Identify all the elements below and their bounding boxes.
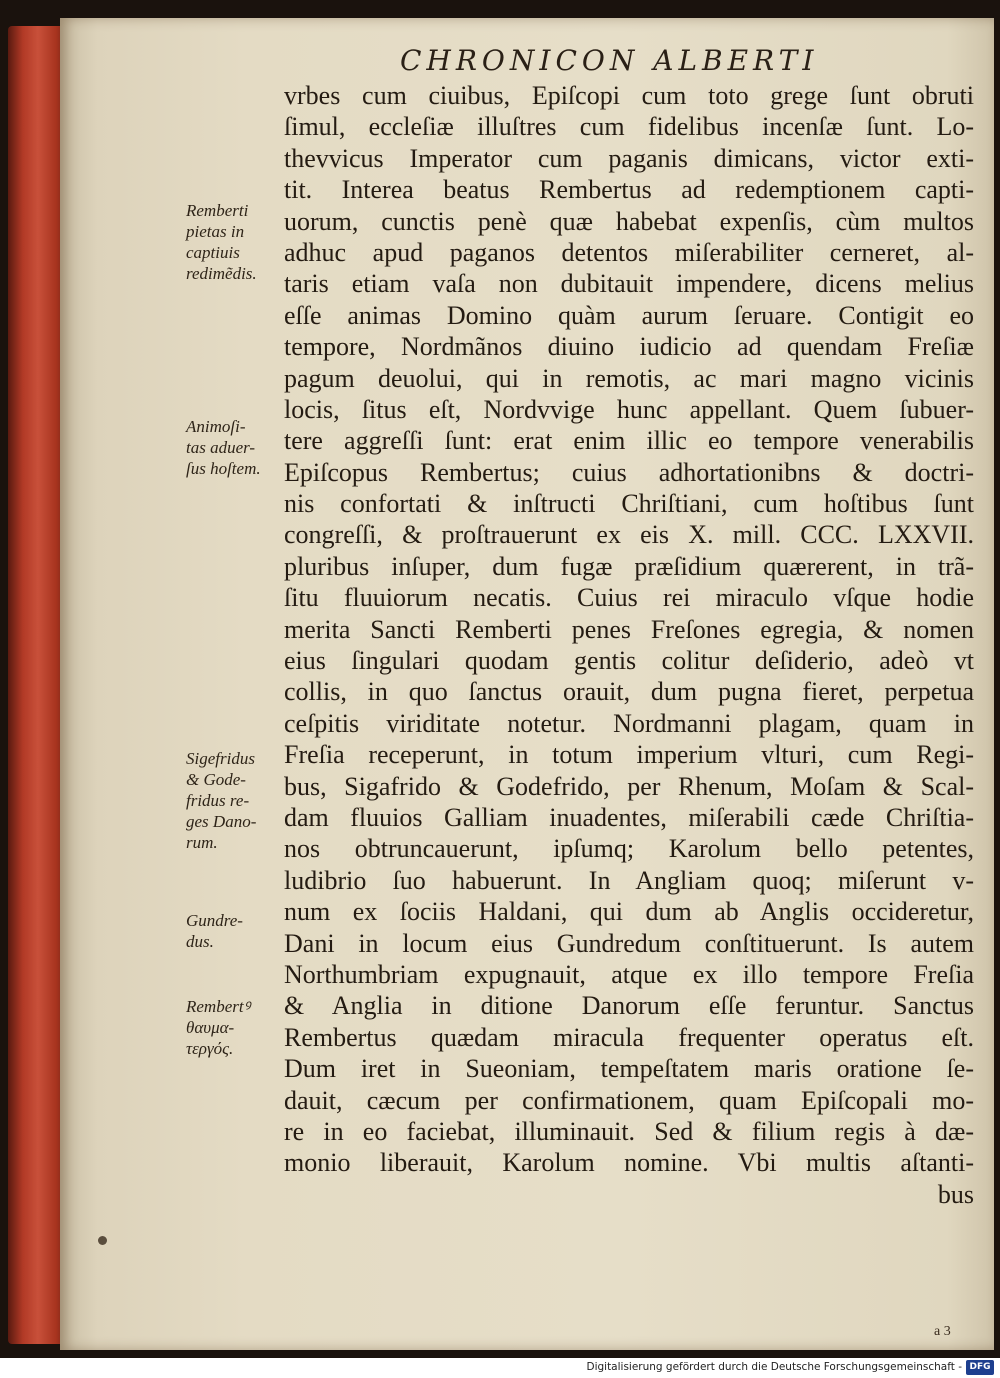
text-line: pluribus inſuper, dum fugæ præſidium quærerent, in trã- (284, 551, 974, 581)
margin-note-line: ges Dano- (186, 812, 257, 831)
text-line: dauit, cæcum per confirmationem, quam Epiſcopali mo- (284, 1085, 974, 1115)
text-line: merita Sancti Remberti penes Freſones egregia, & nomen (284, 614, 974, 644)
text-line: uorum, cunctis penè quæ habebat expenſis, cùm multos (284, 206, 974, 236)
text-line: locis, ſitus eſt, Nordvvige hunc appellant. Quem ſubuer- (284, 394, 974, 424)
text-line: ſimul, eccleſiæ illuſtres cum fidelibus incenſæ ſunt. Lo- (284, 112, 974, 142)
text-line: tempore, Nordmãnos diuino iudicio ad quendam Freſiæ (284, 332, 974, 362)
text-line: & Anglia in ditione Danorum eſſe feruntur. Sanctus (284, 991, 974, 1021)
margin-note-line: Remberti (186, 201, 249, 220)
margin-note-line: redimẽdis. (186, 264, 257, 283)
text-line: pagum deuolui, qui in remotis, ac mari magno vicinis (284, 363, 974, 393)
text-line: taris etiam vaſa non dubitauit impendere, dicens melius (284, 269, 974, 299)
text-line: thevvicus Imperator cum paganis dimicans, victor exti- (284, 143, 974, 173)
ink-fleck (98, 1236, 107, 1245)
margin-note-line: Animoſi- (186, 417, 246, 436)
text-line: re in eo faciebat, illuminauit. Sed & filium regis à dæ- (284, 1116, 974, 1146)
margin-note-line: τεργός. (186, 1039, 234, 1058)
signature-mark: a 3 (934, 1324, 951, 1339)
text-line: tere aggreſſi ſunt: erat enim illic eo tempore venerabilis (284, 426, 974, 456)
margin-note-line: & Gode- (186, 770, 246, 789)
margin-note-line: ſus hoſtem. (186, 459, 261, 478)
margin-note-animositas (186, 416, 296, 479)
text-line: Dani in locum eius Gundredum conſtituerunt. Is autem (284, 928, 974, 958)
margin-note-rembertus-thaumaturgos (186, 996, 296, 1059)
text-line: Dum iret in Sueoniam, tempeſtatem maris oratione ſe- (284, 1054, 974, 1084)
margin-note-line: Rembertꝰ (186, 997, 251, 1016)
margin-note-line: θαυμα- (186, 1018, 235, 1037)
text-line: congreſſi, & proſtrauerunt ex eis X. mill. CCC. LXXVII. (284, 520, 974, 550)
text-line: Northumbriam expugnauit, atque ex illo tempore Freſia (284, 959, 974, 989)
text-line: num ex ſociis Haldani, qui dum ab Anglis occideretur, (284, 897, 974, 927)
margin-note-line: fridus re- (186, 791, 250, 810)
text-line: nos obtruncauerunt, ipſumq; Karolum bello petentes, (284, 834, 974, 864)
text-line: nis confortati & inſtructi Chriſtiani, cum hoſtibus ſunt (284, 489, 974, 519)
catchword: bus (937, 1179, 974, 1209)
margin-note-line: Sigefridus (186, 749, 255, 768)
text-line: bus, Sigafrido & Godefrido, per Rhenum, Moſam & Scal- (284, 771, 974, 801)
book-edge (8, 26, 68, 1344)
text-line: vrbes cum ciuibus, Epiſcopi cum toto grege ſunt obruti (284, 81, 974, 110)
margin-note-sigefridus (186, 748, 296, 853)
margin-note-line: dus. (186, 932, 214, 951)
footer-bar (0, 1358, 1000, 1378)
text-line: tit. Interea beatus Rembertus ad redemptionem capti- (284, 175, 974, 205)
dfg-logo: DFG (966, 1360, 994, 1375)
footer-credit: Digitalisierung gefördert durch die Deutsche Forschungsgemeinschaft - (586, 1361, 962, 1373)
text-line: Freſia receperunt, in totum imperium vlturi, cum Regi- (284, 740, 974, 770)
margin-note-line: rum. (186, 833, 218, 852)
text-line: Rembertus quædam miracula frequenter operatus eſt. (284, 1022, 974, 1052)
text-line: dam fluuios Galliam inuadentes, miſerabili cæde Chriſtia- (284, 802, 974, 832)
text-line: adhuc apud paganos detentos miſerabiliter cerneret, al- (284, 237, 974, 267)
text-line: ludibrio ſuo habuerunt. In Angliam quoq; miſerunt v- (284, 865, 974, 895)
running-head: CHRONICON ALBERTI (400, 44, 819, 77)
text-line: ceſpitis viriditate notetur. Nordmanni plagam, quam in (284, 708, 974, 738)
text-line: collis, in quo ſanctus orauit, dum pugna fieret, perpetua (284, 677, 974, 707)
body-text (284, 80, 974, 1210)
margin-note-remberti-pietas (186, 200, 296, 284)
text-line: Epiſcopus Rembertus; cuius adhortationibns & doctri- (284, 457, 974, 487)
margin-note-line: Gundre- (186, 911, 243, 930)
margin-note-line: captiuis (186, 243, 240, 262)
text-line: ſitu fluuiorum necatis. Cuius rei miraculo vſque hodie (284, 583, 974, 613)
margin-note-gundredus (186, 910, 296, 952)
text-line: eſſe animas Domino quàm aurum ſeruare. Contigit eo (284, 300, 974, 330)
margin-note-line: tas aduer- (186, 438, 256, 457)
text-line: monio liberauit, Karolum nomine. Vbi multis aſtanti- (284, 1148, 974, 1178)
text-line: eius ſingulari quodam gentis colitur deſiderio, adeò vt (284, 646, 974, 676)
margin-note-line: pietas in (186, 222, 245, 241)
